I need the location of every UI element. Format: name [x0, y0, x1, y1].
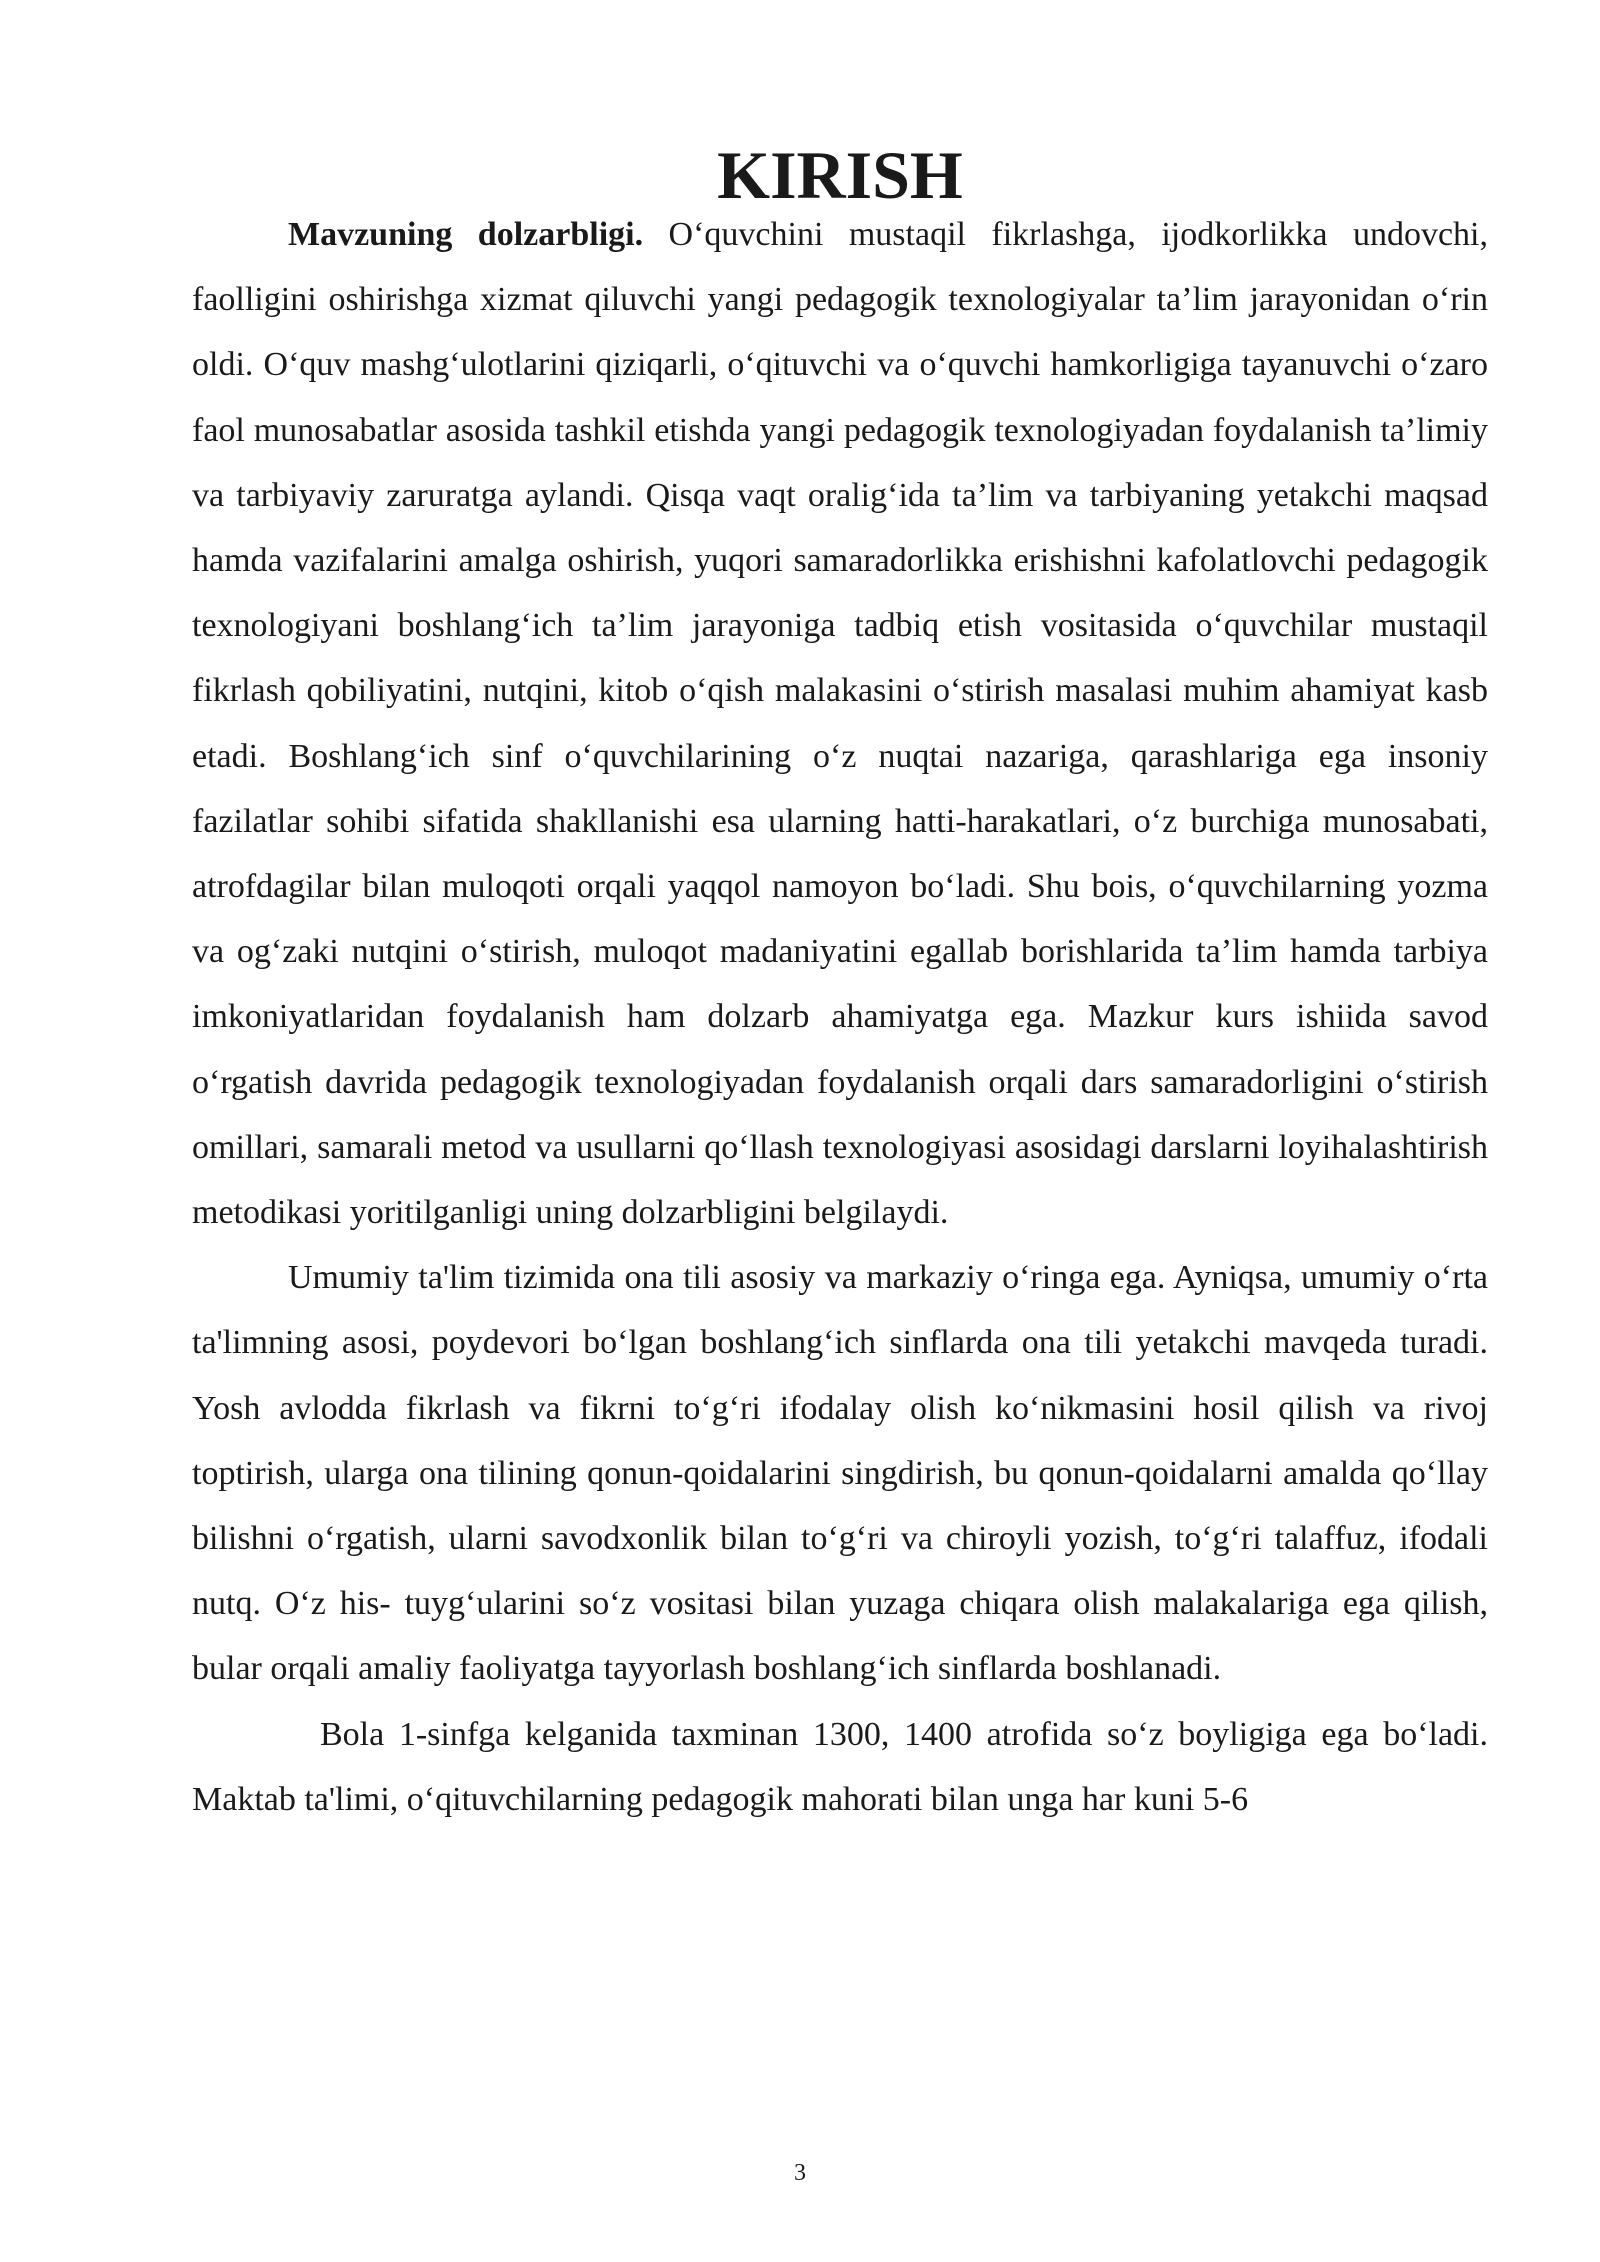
paragraph-first-grade: Bola 1-sinfga kelganida taxminan 1300, 1400 atrofida so‘z boyligiga ega bo‘ladi. Maktab ta'limi, o‘qituvchilarning pedagogik mahorati bilan unga har kuni 5-6: [192, 1715, 1488, 1818]
page-number: 3: [794, 2160, 806, 2186]
paragraph-relevance: [192, 202, 1488, 1245]
page-content: [192, 137, 1488, 1832]
paragraph-lead: Mavzuning dolzarbligi.: [288, 216, 644, 253]
page-title: KIRISH: [717, 137, 963, 213]
paragraph-text: O‘quvchini mustaqil fikrlashga, ijodkorlikka undovchi, faolligini oshirishga xizmat qiluvchi yangi pedagogik texnologiyalar ta’lim jarayonidan o‘rin oldi. O‘quv mashg‘ulotlarini qiziqarli, o‘qituvchi va o‘quvchi hamkorligiga tayanuvchi o‘zaro faol munosabatlar asosida tashkil etishda yangi pedagogik texnologiyadan foydalanish ta’limiy va tarbiyaviy zaruratga aylandi. Qisqa vaqt oralig‘ida ta’lim va tarbiyaning yetakchi maqsad hamda vazifalarini amalga oshirish, yuqori samaradorlikka erishishni kafolatlovchi pedagogik texnologiyani boshlang‘ich ta’lim jarayoniga tadbiq etish vositasida o‘quvchilar mustaqil fikrlash qobiliyatini, nutqini, kitob o‘qish malakasini o‘stirish masalasi muhim ahamiyat kasb etadi. Boshlang‘ich sinf o‘quvchilarining o‘z nuqtai nazariga, qarashlariga ega insoniy fazilatlar sohibi sifatida shakllanishi esa ularning hatti-harakatlari, o‘z burchiga munosabati, atrofdagilar bilan muloqoti orqali yaqqol namoyon bo‘ladi. Shu bois, o‘quvchilarning yozma va og‘zaki nutqini o‘stirish, muloqot madaniyatini egallab borishlarida ta’lim hamda tarbiya imkoniyatlaridan foydalanish ham dolzarb ahamiyatga ega. Mazkur kurs ishiida savod o‘rgatish davrida pedagogik texnologiyadan foydalanish orqali dars samaradorligini o‘stirish omillari, samarali metod va usullarni qo‘llash texnologiyasi asosidagi darslarni loyihalashtirish metodikasi yoritilganligi uning dolzarbligini belgilaydi.: [192, 216, 1488, 1232]
paragraph-general-education: Umumiy ta'lim tizimida ona tili asosiy va markaziy o‘ringa ega. Ayniqsa, umumiy o‘rta ta'limning asosi, poydevori bo‘lgan boshlang‘ich sinflarda ona tili yetakchi mavqeda turadi. Yosh avlodda fikrlash va fikrni to‘g‘ri ifodalay olish ko‘nikmasini hosil qilish va rivoj toptirish, ularga ona tilining qonun-qoidalarini singdirish, bu qonun-qoidalarni amalda qo‘llay bilishni o‘rgatish, ularni savodxonlik bilan to‘g‘ri va chiroyli yozish, to‘g‘ri talaffuz, ifodali nutq. O‘z his- tuyg‘ularini so‘z vositasi bilan yuzaga chiqara olish malakalariga ega qilish, bular orqali amaliy faoliyatga tayyorlash boshlang‘ich sinflarda boshlanadi.: [192, 1259, 1488, 1688]
